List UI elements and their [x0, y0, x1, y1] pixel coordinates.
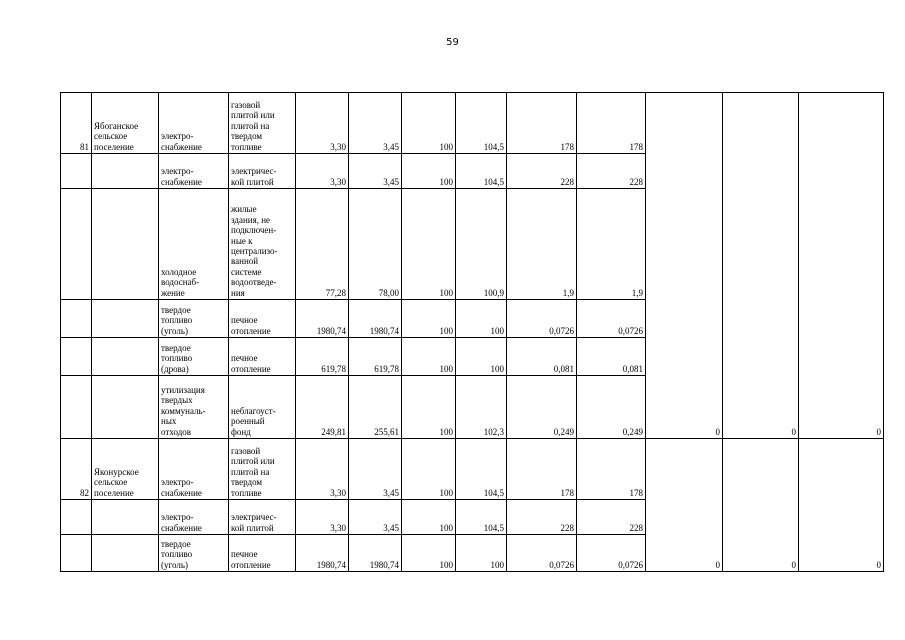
row-number: 81 — [61, 93, 92, 154]
value-5: 178 — [507, 439, 577, 500]
value-2: 3,45 — [349, 93, 402, 154]
value-6: 0,081 — [577, 338, 646, 376]
value-2: 3,45 — [349, 439, 402, 500]
row-number — [61, 189, 92, 300]
value-4: 104,5 — [456, 439, 507, 500]
settlement-name — [92, 154, 159, 189]
settlement-name: Ябоганское сельское поселение — [92, 93, 159, 154]
value-4: 102,3 — [456, 376, 507, 439]
settlement-name: Яконурское сельское поселение — [92, 439, 159, 500]
value-4: 100 — [456, 535, 507, 572]
value-5: 0,081 — [507, 338, 577, 376]
value-1: 619,78 — [296, 338, 349, 376]
service-name: электро- снабжение — [159, 93, 229, 154]
summary-82-col-1: 0 — [646, 439, 723, 572]
service-name: твердое топливо (уголь) — [159, 300, 229, 338]
value-3: 100 — [402, 500, 456, 535]
value-3: 100 — [402, 535, 456, 572]
value-6: 0,0726 — [577, 535, 646, 572]
value-6: 0,0726 — [577, 300, 646, 338]
value-6: 178 — [577, 93, 646, 154]
summary-81-col-2: 0 — [723, 93, 799, 439]
table-row — [61, 439, 884, 500]
summary-82-col-2: 0 — [723, 439, 799, 572]
value-1: 1980,74 — [296, 300, 349, 338]
value-2: 3,45 — [349, 500, 402, 535]
settlement-name — [92, 500, 159, 535]
consumer-category: электричес- кой плитой — [229, 500, 296, 535]
value-1: 3,30 — [296, 93, 349, 154]
value-5: 228 — [507, 154, 577, 189]
value-1: 77,28 — [296, 189, 349, 300]
value-3: 100 — [402, 439, 456, 500]
summary-82-col-3: 0 — [799, 439, 884, 572]
settlement-name — [92, 189, 159, 300]
value-2: 619,78 — [349, 338, 402, 376]
value-3: 100 — [402, 93, 456, 154]
row-number: 82 — [61, 439, 92, 500]
settlement-name — [92, 338, 159, 376]
value-4: 100 — [456, 300, 507, 338]
value-4: 104,5 — [456, 500, 507, 535]
value-6: 1,9 — [577, 189, 646, 300]
consumer-category: электричес- кой плитой — [229, 154, 296, 189]
value-1: 249,81 — [296, 376, 349, 439]
service-name: электро- снабжение — [159, 439, 229, 500]
value-2: 1980,74 — [349, 535, 402, 572]
value-3: 100 — [402, 376, 456, 439]
row-number — [61, 376, 92, 439]
row-number — [61, 338, 92, 376]
value-1: 3,30 — [296, 500, 349, 535]
settlement-name — [92, 300, 159, 338]
value-1: 3,30 — [296, 154, 349, 189]
value-4: 104,5 — [456, 154, 507, 189]
service-name: электро- снабжение — [159, 500, 229, 535]
value-4: 104,5 — [456, 93, 507, 154]
value-4: 100 — [456, 338, 507, 376]
value-5: 0,249 — [507, 376, 577, 439]
consumer-category: газовой плитой или плитой на твердом топливе — [229, 93, 296, 154]
value-5: 178 — [507, 93, 577, 154]
value-1: 3,30 — [296, 439, 349, 500]
summary-81-col-3: 0 — [799, 93, 884, 439]
value-3: 100 — [402, 154, 456, 189]
row-number — [61, 300, 92, 338]
value-2: 3,45 — [349, 154, 402, 189]
value-5: 0,0726 — [507, 300, 577, 338]
value-3: 100 — [402, 189, 456, 300]
value-3: 100 — [402, 338, 456, 376]
service-name: электро- снабжение — [159, 154, 229, 189]
value-2: 255,61 — [349, 376, 402, 439]
consumer-category: печное отопление — [229, 300, 296, 338]
service-name: утилизация твердых коммуналь- ных отходов — [159, 376, 229, 439]
settlement-name — [92, 376, 159, 439]
value-2: 1980,74 — [349, 300, 402, 338]
value-4: 100,9 — [456, 189, 507, 300]
value-3: 100 — [402, 300, 456, 338]
table-row — [61, 93, 884, 154]
consumer-category: печное отопление — [229, 535, 296, 572]
summary-81-col-1: 0 — [646, 93, 723, 439]
value-5: 228 — [507, 500, 577, 535]
value-2: 78,00 — [349, 189, 402, 300]
consumer-category: газовой плитой или плитой на твердом топливе — [229, 439, 296, 500]
service-name: твердое топливо (уголь) — [159, 535, 229, 572]
value-6: 0,249 — [577, 376, 646, 439]
row-number — [61, 500, 92, 535]
row-number — [61, 535, 92, 572]
service-name: холодное водоснаб- жение — [159, 189, 229, 300]
value-6: 228 — [577, 154, 646, 189]
value-6: 178 — [577, 439, 646, 500]
consumer-category: жилые здания, не подключен- ные к централизо- ванной системе водоотведе- ния — [229, 189, 296, 300]
tariff-table — [60, 92, 884, 572]
settlement-name — [92, 535, 159, 572]
value-1: 1980,74 — [296, 535, 349, 572]
value-6: 228 — [577, 500, 646, 535]
service-name: твердое топливо (дрова) — [159, 338, 229, 376]
row-number — [61, 154, 92, 189]
consumer-category: неблагоуст- роенный фонд — [229, 376, 296, 439]
consumer-category: печное отопление — [229, 338, 296, 376]
value-5: 1,9 — [507, 189, 577, 300]
page-number: 59 — [446, 37, 459, 48]
value-5: 0,0726 — [507, 535, 577, 572]
